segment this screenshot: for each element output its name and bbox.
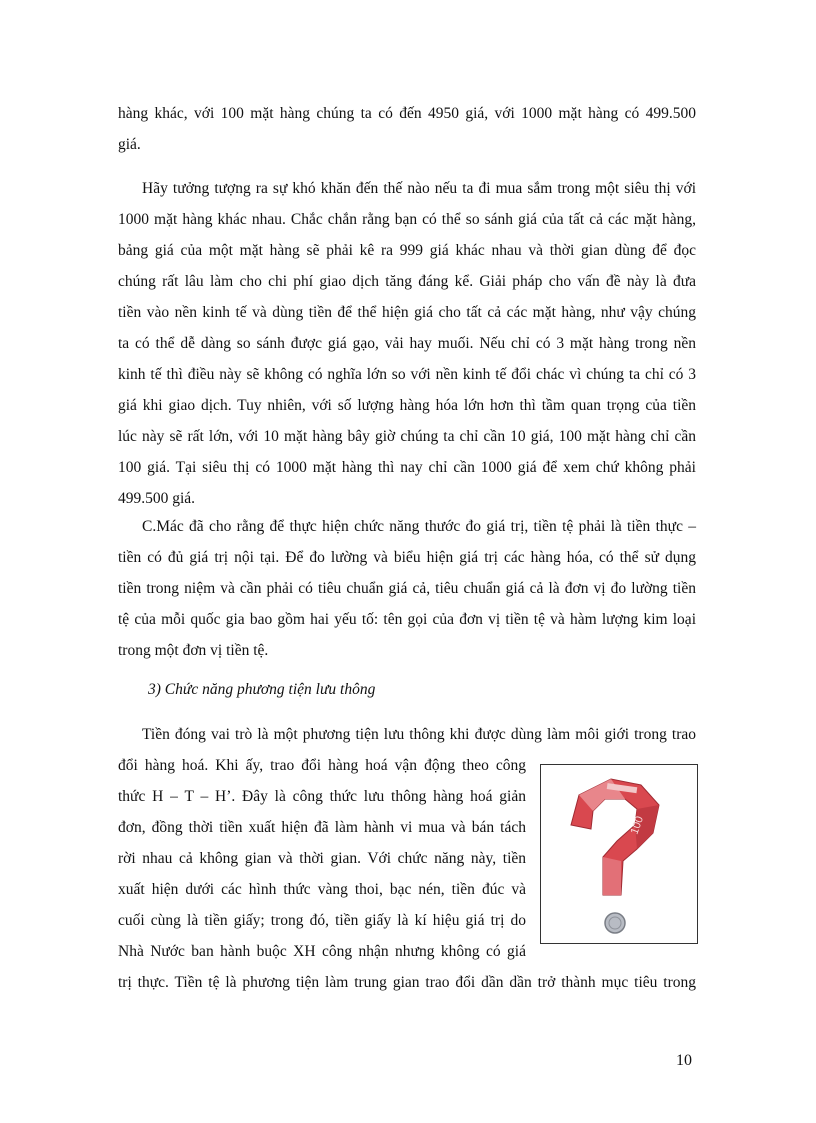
text-line: lúc này sẽ rất lớn, với 10 mặt hàng bây giờ chúng ta chỉ cần 10 giá, 100 mặt hàng chỉ cần — [118, 428, 696, 445]
paragraph-1 — [118, 98, 696, 160]
text-line: Nhà Nước ban hành buộc XH công nhận nhưng không có giá — [118, 943, 526, 960]
text-line: trị thực. Tiền tệ là phương tiện làm trung gian trao đổi dần dần trở thành mục tiêu trong — [118, 974, 696, 991]
text-line: ta có thể dễ dàng so sánh được giá gạo, vải hay muối. Nếu chỉ có 3 mặt hàng trong nền — [118, 335, 696, 352]
paragraph-3 — [118, 511, 696, 666]
text-line: Tiền đóng vai trò là một phương tiện lưu thông khi được dùng làm môi giới trong trao — [142, 726, 696, 743]
paragraph-4-first — [118, 719, 696, 750]
text-line: cuối cùng là tiền giấy; trong đó, tiền giấy là kí hiệu giá trị do — [118, 912, 526, 929]
text-line: tệ của mỗi quốc gia bao gồm hai yếu tố: tên gọi của đơn vị tiền tệ và hàm lượng kim loại — [118, 611, 696, 628]
text-line: tiền có đủ giá trị nội tại. Để đo lường và biểu hiện giá trị các hàng hóa, có thể sử dụng — [118, 549, 696, 566]
text-line: tiền trong niệm và cần phải có tiêu chuẩn giá cả, tiêu chuẩn giá cả là đơn vị đo lường tiền — [118, 580, 696, 597]
text-line: giá khi giao dịch. Tuy nhiên, với số lượng hàng hóa lớn hơn thì tầm quan trọng của tiền — [118, 397, 696, 414]
banknote-denomination: 100 — [628, 814, 647, 837]
text-line: xuất hiện dưới các hình thức vàng thoi, bạc nén, tiền đúc và — [118, 881, 526, 898]
money-question-mark-image — [540, 764, 698, 944]
text-line: thức H – T – H’. Đây là công thức lưu thông hàng hoá giản — [118, 788, 526, 805]
text-line: C.Mác đã cho rằng để thực hiện chức năng thước đo giá trị, tiền tệ phải là tiền thực – — [142, 518, 696, 535]
paragraph-4-wrapped — [118, 750, 526, 967]
page-number: 10 — [676, 1052, 692, 1069]
text-line: Hãy tưởng tượng ra sự khó khăn đến thế nào nếu ta đi mua sắm trong một siêu thị với — [142, 180, 696, 197]
text-line: 100 giá. Tại siêu thị có 1000 mặt hàng thì nay chỉ cần 1000 giá để xem chứ không phải — [118, 459, 696, 476]
text-line: rời nhau cả không gian và thời gian. Với chức năng này, tiền — [118, 850, 526, 867]
text-line: 1000 mặt hàng khác nhau. Chắc chắn rằng bạn có thể so sánh giá của tất cả các mặt hàng, — [118, 211, 696, 228]
text-line: đơn, đồng thời tiền xuất hiện đã làm hành vi mua và bán tách — [118, 819, 526, 836]
paragraph-2 — [118, 173, 696, 514]
text-line: trong một đơn vị tiền tệ. — [118, 642, 269, 659]
text-line: bảng giá của một mặt hàng sẽ phải kê ra 999 giá khác nhau và thời gian dùng để đọc — [118, 242, 696, 259]
text-line: kinh tế thì điều này sẽ không có nghĩa lớn so với nền kinh tế đổi chác vì chúng ta chỉ có 3 — [118, 366, 696, 383]
coin — [605, 913, 625, 933]
paragraph-4-last — [118, 967, 696, 998]
text-line: chúng rất lâu làm cho chi phí giao dịch tăng đáng kể. Giải pháp cho vấn đề này là đưa — [118, 273, 696, 290]
section-heading: 3) Chức năng phương tiện lưu thông — [148, 681, 376, 698]
question-mark-banknote-icon — [541, 765, 697, 943]
text-line: hàng khác, với 100 mặt hàng chúng ta có đến 4950 giá, với 1000 mặt hàng có 499.500 — [118, 105, 696, 122]
text-line: giá. — [118, 136, 141, 153]
text-line: 499.500 giá. — [118, 490, 196, 507]
text-line: tiền vào nền kinh tế và dùng tiền để thể hiện giá cho tất cả các mặt hàng, như vậy chúng — [118, 304, 696, 321]
text-line: đổi hàng hoá. Khi ấy, trao đổi hàng hoá vận động theo công — [118, 757, 526, 774]
